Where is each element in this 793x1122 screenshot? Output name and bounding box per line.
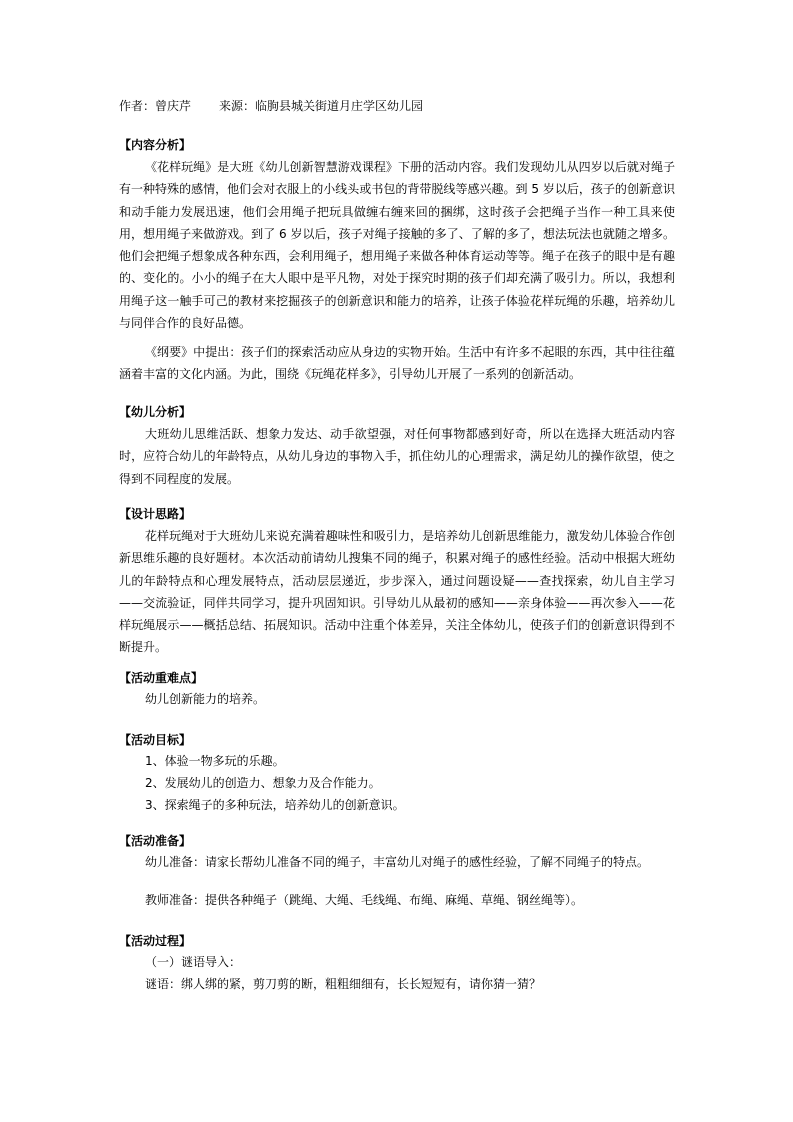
section-preparation-teacher (119, 889, 675, 911)
section-preparation (119, 834, 675, 873)
paragraph: 《花样玩绳》是大班《幼儿创新智慧游戏课程》下册的活动内容。我们发现幼儿从四岁以后就对绳子有一种特殊的感情，他们会对衣服上的小线头或书包的背带脱线等感兴趣。到 5 岁以后，孩子的创新意识和动手能力发展迅速，他们会用绳子把玩具做缠右缠来回的捆绑，这时孩子会把绳子当作一种工具来使用，想用绳子来做游戏。到了 6 岁以后，孩子对绳子接触的多了、了解的多了，想法玩法也就随之增多。他们会把绳子想象成各种东西，会利用绳子，想用绳子来做各种体育运动等等。绳子在孩子的眼中是有趣的、变化的。小小的绳子在大人眼中是平凡物，对处于探究时期的孩子们却充满了吸引力。所以，我想利用绳子这一触手可己的教材来挖掘孩子的创新意识和能力的培养，让孩子体验花样玩绳的乐趣，培养幼儿与同伴合作的良好品德。 (119, 160, 675, 331)
section-content-analysis (119, 138, 675, 334)
process-step: （一）谜语导入： (145, 955, 242, 969)
section-key-points (119, 671, 675, 710)
section-process (119, 934, 675, 995)
section-heading: 【活动目标】 (119, 733, 192, 747)
goal-item: 1、体验一物多玩的乐趣。 (145, 754, 285, 768)
author-source-line (119, 99, 423, 113)
section-design (119, 507, 675, 659)
source-text: 来源：临朐县城关街道月庄学区幼儿园 (219, 99, 424, 113)
paragraph: 花样玩绳对于大班幼儿来说充满着趣味性和吸引力，是培养幼儿创新思维能力，激发幼儿体验合作创新思维乐趣的良好题材。本次活动前请幼儿搜集不同的绳子，积累对绳子的感性经验。活动中根据大班幼儿的年龄特点和心理发展特点，活动层层递近，步步深入，通过问题设疑——查找探索，幼儿自主学习——交流验证，同伴共同学习，提升巩固知识。引导幼儿从最初的感知——亲身体验——再次参入——花样玩绳展示——概括总结、拓展知识。活动中注重个体差异，关注全体幼儿，使孩子们的创新意识得到不断提升。 (119, 529, 675, 655)
teacher-preparation: 教师准备：提供各种绳子（跳绳、大绳、毛线绳、布绳、麻绳、草绳、钢丝绳等）。 (145, 893, 584, 907)
section-heading: 【活动准备】 (119, 834, 192, 848)
goal-item: 2、发展幼儿的创造力、想象力及合作能力。 (145, 776, 381, 790)
section-child-analysis (119, 405, 675, 490)
child-preparation: 幼儿准备：请家长帮幼儿准备不同的绳子，丰富幼儿对绳子的感性经验，了解不同绳子的特点。 (145, 855, 650, 869)
section-content-analysis-p2 (119, 341, 675, 386)
section-heading: 【幼儿分析】 (119, 405, 192, 419)
paragraph: 《纲要》中提出：孩子们的探索活动应从身边的实物开始。生活中有许多不起眼的东西，其中往往蕴涵着丰富的文化内涵。为此，围绕《玩绳花样多》，引导幼儿开展了一系列的创新活动。 (119, 345, 675, 382)
section-heading: 【活动重难点】 (119, 671, 204, 685)
section-heading: 【活动过程】 (119, 934, 192, 948)
paragraph: 幼儿创新能力的培养。 (145, 692, 266, 706)
goal-item: 3、探索绳子的多种玩法，培养幼儿的创新意识。 (145, 798, 405, 812)
riddle-text: 谜语：绑人绑的紧，剪刀剪的断，粗粗细细有，长长短短有，请你猜一猜？ (145, 977, 542, 991)
section-heading: 【内容分析】 (119, 138, 192, 152)
paragraph: 大班幼儿思维活跃、想象力发达、动手欲望强，对任何事物都感到好奇，所以在选择大班活动内容时，应符合幼儿的年龄特点，从幼儿身边的事物入手，抓住幼儿的心理需求，满足幼儿的操作欲望，使之得到不同程度的发展。 (119, 427, 675, 486)
section-heading: 【设计思路】 (119, 507, 192, 521)
author-text: 作者：曾庆芹 (119, 99, 192, 113)
section-goals (119, 733, 675, 816)
